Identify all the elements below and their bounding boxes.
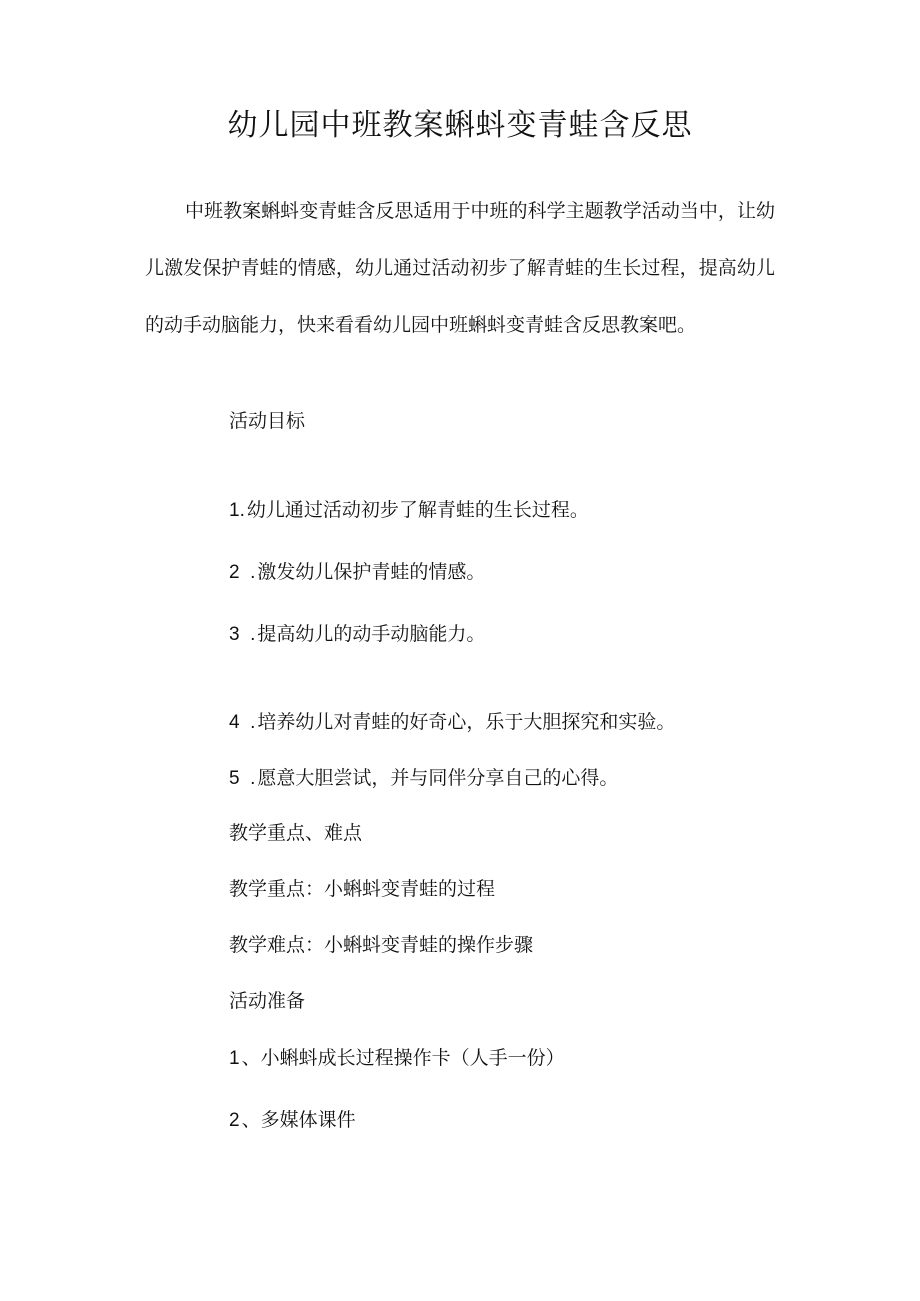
- goal-text: 提高幼儿的动手动脑能力。: [257, 623, 486, 645]
- section-heading-prep: 活动准备: [229, 990, 306, 1012]
- document-title: 幼儿园中班教案蝌蚪变青蛙含反思: [227, 108, 693, 143]
- goal-item: [229, 763, 618, 794]
- prep-item: [229, 1043, 565, 1074]
- goal-item: [229, 495, 589, 526]
- prep-item: [229, 1105, 356, 1136]
- section-heading-goals: 活动目标: [229, 410, 306, 432]
- goal-text: 幼儿通过活动初步了解青蛙的生长过程。: [246, 499, 589, 521]
- goal-item: [229, 707, 675, 738]
- goal-number: 2 .: [229, 562, 256, 583]
- prep-text: 、多媒体课件: [241, 1109, 356, 1131]
- prep-text: 、小蝌蚪成长过程操作卡（人手一份）: [241, 1047, 565, 1069]
- goal-text: 培养幼儿对青蛙的好奇心，乐于大胆探究和实验。: [257, 711, 676, 733]
- section-heading-keypoints: 教学重点、难点: [229, 822, 363, 844]
- difficulty-line: 教学难点：小蝌蚪变青蛙的操作步骤: [229, 934, 534, 956]
- goal-text: 激发幼儿保护青蛙的情感。: [257, 561, 486, 583]
- goal-item: [229, 557, 485, 588]
- keypoint-line: 教学重点：小蝌蚪变青蛙的过程: [229, 878, 496, 900]
- goal-number: 4 .: [229, 712, 256, 733]
- goal-number: 5 .: [229, 768, 256, 789]
- intro-paragraph: 中班教案蝌蚪变青蛙含反思适用于中班的科学主题教学活动当中，让幼儿激发保护青蛙的情感，幼儿通过活动初步了解青蛙的生长过程，提高幼儿的动手动脑能力，快来看看幼儿园中班蝌蚪变青蛙含反思教案吧。: [145, 200, 775, 336]
- goal-item: [229, 619, 485, 650]
- goal-number: 3 .: [229, 624, 256, 645]
- goal-number: 1.: [229, 500, 245, 521]
- goal-text: 愿意大胆尝试，并与同伴分享自己的心得。: [257, 767, 619, 789]
- prep-number: 2: [229, 1110, 240, 1131]
- prep-number: 1: [229, 1048, 240, 1069]
